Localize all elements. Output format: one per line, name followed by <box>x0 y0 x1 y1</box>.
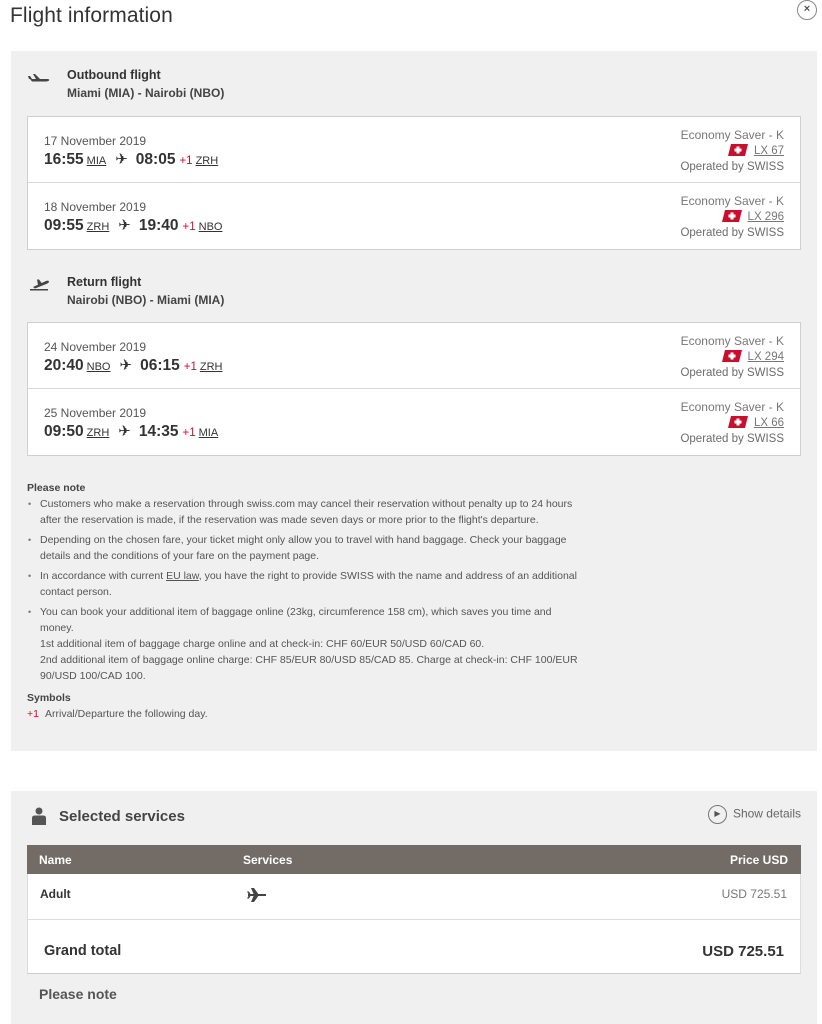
page-title: Flight information <box>10 4 173 27</box>
please-note-heading: Please note <box>27 482 86 494</box>
outbound-segments <box>27 116 801 250</box>
notes-list <box>27 496 587 684</box>
departure-plane-icon <box>27 68 53 86</box>
operator: Operated by SWISS <box>680 367 784 379</box>
arrival-time: 06:15 <box>140 357 180 374</box>
flight-segment <box>28 389 800 455</box>
note-text: 2nd additional item of baggage online charge: CHF 85/EUR 80/USD 85/CAD 85. Charge at check-in: CHF 100/EUR 90/USD 100/CAD 100. <box>40 654 578 682</box>
flight-segment <box>28 183 800 249</box>
services-title: Selected services <box>59 808 185 825</box>
flight-segment <box>28 323 800 389</box>
departure-time: 16:55 <box>44 151 84 168</box>
segment-fare-info <box>680 333 784 381</box>
segment-times <box>44 150 218 169</box>
departure-time: 09:50 <box>44 423 84 440</box>
arrival-airport[interactable]: ZRH <box>195 155 219 167</box>
column-price: Price USD <box>729 853 788 867</box>
departure-airport[interactable]: ZRH <box>86 221 110 233</box>
departure-airport[interactable]: ZRH <box>86 427 110 439</box>
return-segments <box>27 322 801 456</box>
next-day-indicator: +1 <box>183 361 197 373</box>
table-row <box>27 874 801 920</box>
note-item: • Depending on the chosen fare, your ticket might only allow you to travel with hand baggage. Check your baggage details and the conditions of your fare on the payment page. <box>27 532 587 564</box>
segment-times <box>44 356 222 375</box>
selected-services-panel <box>11 791 817 1024</box>
segment-date: 25 November 2019 <box>44 406 147 420</box>
flight-number-link[interactable]: LX 66 <box>753 417 784 429</box>
note-text: , you have the right to provide SWISS with the name and address of an additional contact person. <box>40 570 577 598</box>
symbol-legend <box>27 706 587 722</box>
table-header <box>27 845 801 874</box>
outbound-route: Miami (MIA) - Nairobi (NBO) <box>67 86 225 100</box>
outbound-label: Outbound flight <box>67 68 161 82</box>
return-route: Nairobi (NBO) - Miami (MIA) <box>67 293 225 307</box>
plane-arrow-icon: ✈ <box>115 151 128 168</box>
play-circle-icon: ▶ <box>708 805 727 824</box>
departure-time: 09:55 <box>44 217 84 234</box>
eu-law-link[interactable]: EU law <box>166 570 199 582</box>
departure-airport[interactable]: MIA <box>86 155 107 167</box>
next-day-indicator: +1 <box>182 221 196 233</box>
note-item <box>27 604 587 684</box>
fare-class: Economy Saver - K <box>680 400 784 414</box>
segment-date: 18 November 2019 <box>44 200 147 214</box>
swiss-flag-icon <box>722 210 742 222</box>
grand-total-value: USD 725.51 <box>702 943 784 960</box>
segment-fare-info <box>680 399 784 447</box>
flight-number-link[interactable]: LX 67 <box>753 145 784 157</box>
arrival-time: 19:40 <box>138 217 179 234</box>
flight-number-link[interactable]: LX 296 <box>747 211 784 223</box>
segment-fare-info <box>680 193 784 241</box>
grand-total-row <box>27 920 801 974</box>
passenger-type: Adult <box>40 887 71 901</box>
segment-date: 17 November 2019 <box>44 134 147 148</box>
next-day-indicator: +1 <box>179 155 193 167</box>
next-day-indicator: +1 <box>182 427 196 439</box>
plane-arrow-icon: ✈ <box>119 357 133 374</box>
plane-arrow-icon: ✈ <box>118 423 131 440</box>
segment-fare-info <box>680 127 784 175</box>
operator: Operated by SWISS <box>680 161 784 173</box>
grand-total-label: Grand total <box>44 943 122 959</box>
note-item <box>27 568 587 600</box>
flight-segment <box>28 117 800 183</box>
note-text: • You can book your additional item of baggage online (23kg, circumference 158 cm), which saves you time and money. <box>40 606 552 634</box>
fare-class: Economy Saver - K <box>680 334 784 348</box>
return-label: Return flight <box>67 275 142 289</box>
arrival-plane-icon <box>27 275 53 293</box>
please-note-section <box>27 480 587 722</box>
flight-number-link[interactable]: LX 294 <box>747 351 784 363</box>
symbol-plus: +1 <box>27 708 39 720</box>
plane-icon <box>246 886 268 904</box>
row-price: USD 725.51 <box>721 887 787 901</box>
person-icon <box>31 807 47 825</box>
symbol-text: Arrival/Departure the following day. <box>44 708 208 720</box>
show-details-label: Show details <box>732 806 801 821</box>
operator: Operated by SWISS <box>680 227 784 239</box>
swiss-flag-icon <box>722 350 742 362</box>
operator: Operated by SWISS <box>680 433 784 445</box>
column-name: Name <box>39 853 72 867</box>
show-details-button[interactable] <box>708 805 801 824</box>
arrival-airport[interactable]: NBO <box>198 221 223 233</box>
services-table <box>27 845 801 974</box>
swiss-flag-icon <box>728 144 748 156</box>
note-item: • Customers who make a reservation through swiss.com may cancel their reservation without penalty up to 24 hours after the reservation is made, if the reservation was made seven days or more prior to the flight's departure. <box>27 496 587 528</box>
swiss-flag-icon <box>728 416 748 428</box>
flight-info-panel <box>11 51 817 751</box>
segment-times <box>44 216 222 235</box>
column-services: Services <box>243 853 293 867</box>
segment-date: 24 November 2019 <box>44 340 147 354</box>
arrival-time: 08:05 <box>135 151 176 168</box>
fare-class: Economy Saver - K <box>680 128 784 142</box>
symbols-heading: Symbols <box>27 692 71 704</box>
fare-class: Economy Saver - K <box>680 194 784 208</box>
services-please-note[interactable]: Please note <box>39 986 117 1002</box>
note-text: In accordance with current <box>40 570 167 582</box>
arrival-airport[interactable]: MIA <box>198 427 219 439</box>
close-button[interactable]: × <box>797 0 817 20</box>
departure-time: 20:40 <box>44 357 84 374</box>
note-text: 1st additional item of baggage charge online and at check-in: CHF 60/EUR 50/USD 60/CAD 60. <box>40 638 485 650</box>
arrival-time: 14:35 <box>138 423 179 440</box>
plane-arrow-icon: ✈ <box>118 217 131 234</box>
segment-times <box>44 422 218 441</box>
arrival-airport[interactable]: ZRH <box>199 361 223 373</box>
departure-airport[interactable]: NBO <box>86 361 111 373</box>
